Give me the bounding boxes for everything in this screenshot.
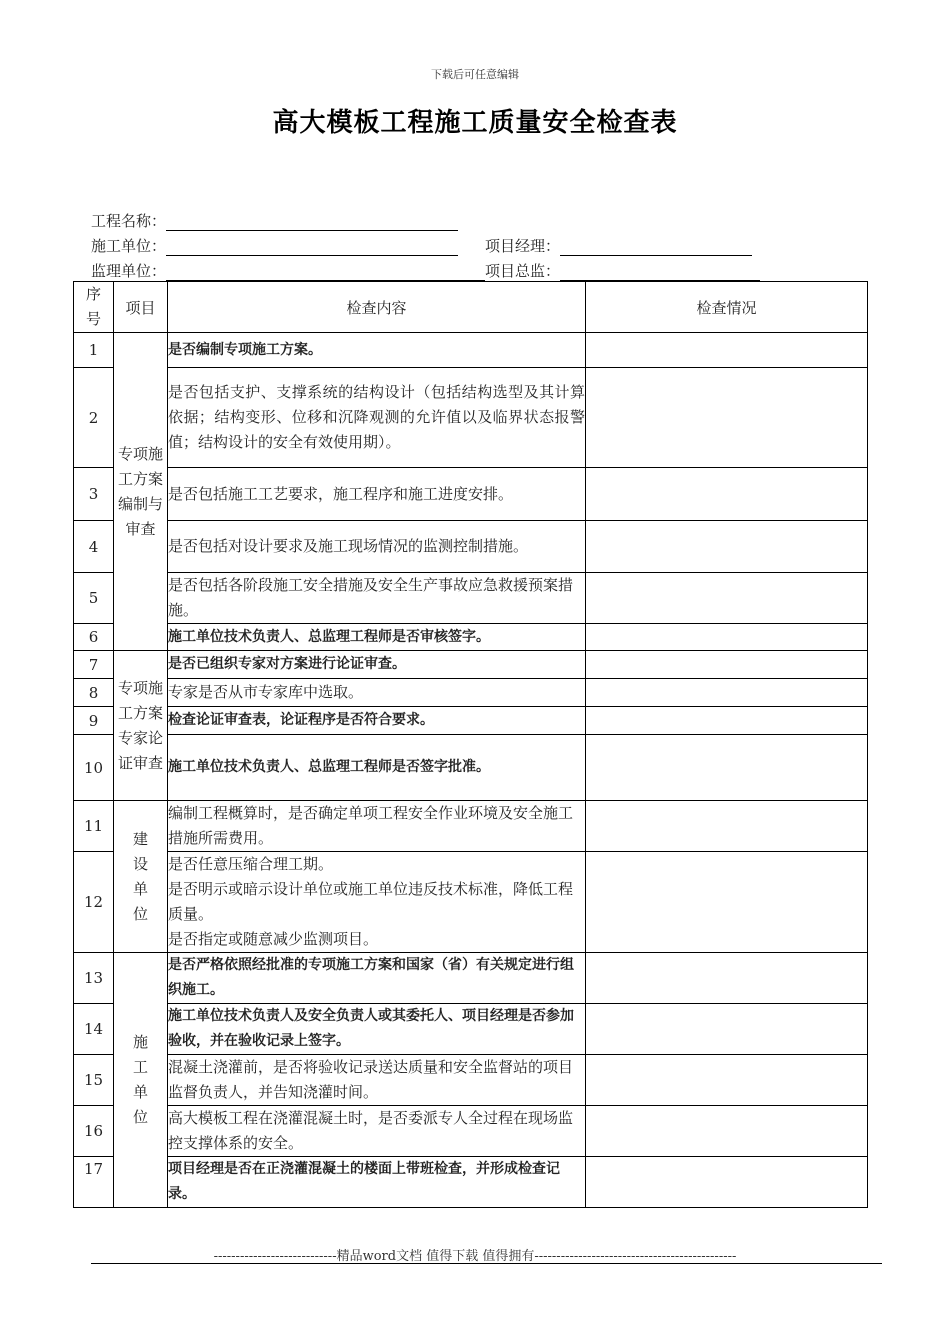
project-name-field xyxy=(91,210,458,231)
table-row xyxy=(74,953,868,1004)
row-seq: 15 xyxy=(74,1055,114,1106)
row-content: 是否编制专项施工方案。 xyxy=(168,333,586,368)
header-item: 项目 xyxy=(114,282,168,333)
row-content: 施工单位技术负责人及安全负责人或其委托人、项目经理是否参加验收，并在验收记录上签字。 xyxy=(168,1004,586,1055)
row-result-cell[interactable] xyxy=(586,573,868,624)
table-row xyxy=(74,368,868,468)
header-content: 检查内容 xyxy=(168,282,586,333)
table-row xyxy=(74,573,868,624)
row-content: 施工单位技术负责人、总监理工程师是否签字批准。 xyxy=(168,735,586,801)
row-seq: 17 xyxy=(74,1157,114,1208)
row-content: 是否包括施工工艺要求，施工程序和施工进度安排。 xyxy=(168,468,586,521)
row-seq: 3 xyxy=(74,468,114,521)
table-row xyxy=(74,521,868,573)
table-row xyxy=(74,651,868,679)
row-seq: 16 xyxy=(74,1106,114,1157)
row-seq: 4 xyxy=(74,521,114,573)
row-seq: 5 xyxy=(74,573,114,624)
row-result-cell[interactable] xyxy=(586,651,868,679)
row-content-line: 是否任意压缩合理工期。 xyxy=(168,855,334,873)
project-manager-field xyxy=(485,235,752,256)
header-result: 检查情况 xyxy=(586,282,868,333)
table-row xyxy=(74,1055,868,1106)
row-content: 是否包括对设计要求及施工现场情况的监测控制措施。 xyxy=(168,521,586,573)
row-seq: 11 xyxy=(74,801,114,852)
project-manager-blank[interactable] xyxy=(560,239,752,256)
row-content: 是否包括支护、支撑系统的结构设计（包括结构选型及其计算依据；结构变形、位移和沉降观测的允许值以及临界状态报警值；结构设计的安全有效使用期）。 xyxy=(168,368,586,468)
table-header-row xyxy=(74,282,868,333)
row-content: 是否严格依照经批准的专项施工方案和国家（省）有关规定进行组织施工。 xyxy=(168,953,586,1004)
footer-text: ----------------------------精品word文档 值得下载 值得拥有---------------------------------------------- xyxy=(213,1249,737,1264)
category-owner: 建设单位 xyxy=(114,801,168,953)
row-content: 是否包括各阶段施工安全措施及安全生产事故应急救援预案措施。 xyxy=(168,573,586,624)
chief-supervisor-blank[interactable] xyxy=(560,264,760,281)
row-content: 混凝土浇灌前，是否将验收记录送达质量和安全监督站的项目监督负责人，并告知浇灌时间。 xyxy=(168,1055,586,1106)
row-content xyxy=(168,852,586,953)
row-content-line: 是否明示或暗示设计单位或施工单位违反技术标准，降低工程质量。 xyxy=(168,880,574,923)
row-seq: 8 xyxy=(74,679,114,707)
row-seq: 6 xyxy=(74,624,114,651)
table-row xyxy=(74,707,868,735)
supervision-unit-blank[interactable] xyxy=(166,264,485,281)
table-row xyxy=(74,679,868,707)
category-expert-review: 专项施工方案专家论证审查 xyxy=(114,651,168,801)
table-row xyxy=(74,1106,868,1157)
table-row xyxy=(74,624,868,651)
table-row xyxy=(74,801,868,852)
row-content: 施工单位技术负责人、总监理工程师是否审核签字。 xyxy=(168,624,586,651)
row-result-cell[interactable] xyxy=(586,333,868,368)
supervision-unit-field xyxy=(91,260,485,281)
row-seq: 2 xyxy=(74,368,114,468)
row-content: 编制工程概算时，是否确定单项工程安全作业环境及安全施工措施所需费用。 xyxy=(168,801,586,852)
row-content: 项目经理是否在正浇灌混凝土的楼面上带班检查，并形成检查记录。 xyxy=(168,1157,586,1208)
construction-unit-field xyxy=(91,235,458,256)
category-contractor: 施工单位 xyxy=(114,953,168,1208)
table-row xyxy=(74,1157,868,1208)
row-seq: 13 xyxy=(74,953,114,1004)
row-result-cell[interactable] xyxy=(586,1004,868,1055)
construction-unit-blank[interactable] xyxy=(166,239,458,256)
footer-divider xyxy=(91,1263,882,1264)
page-title: 高大模板工程施工质量安全检查表 xyxy=(272,108,678,138)
supervision-unit-label: 监理单位： xyxy=(91,262,167,280)
row-seq: 12 xyxy=(74,852,114,953)
row-result-cell[interactable] xyxy=(586,468,868,521)
header-seq: 序号 xyxy=(74,282,114,333)
row-result-cell[interactable] xyxy=(586,368,868,468)
row-result-cell[interactable] xyxy=(586,801,868,852)
row-result-cell[interactable] xyxy=(586,735,868,801)
row-result-cell[interactable] xyxy=(586,852,868,953)
construction-unit-label: 施工单位： xyxy=(91,237,167,255)
row-result-cell[interactable] xyxy=(586,624,868,651)
chief-supervisor-field xyxy=(485,260,760,281)
project-name-label: 工程名称： xyxy=(91,212,167,230)
row-seq: 10 xyxy=(74,735,114,801)
row-result-cell[interactable] xyxy=(586,707,868,735)
project-name-blank[interactable] xyxy=(166,214,458,231)
table-row xyxy=(74,735,868,801)
row-content: 专家是否从市专家库中选取。 xyxy=(168,679,586,707)
row-seq: 1 xyxy=(74,333,114,368)
category-plan-preparation: 专项施工方案编制与审查 xyxy=(114,333,168,651)
inspection-table xyxy=(73,281,868,1208)
row-content: 是否已组织专家对方案进行论证审查。 xyxy=(168,651,586,679)
row-result-cell[interactable] xyxy=(586,1055,868,1106)
row-seq: 7 xyxy=(74,651,114,679)
row-seq: 9 xyxy=(74,707,114,735)
row-content: 高大模板工程在浇灌混凝土时，是否委派专人全过程在现场监控支撑体系的安全。 xyxy=(168,1106,586,1157)
row-result-cell[interactable] xyxy=(586,1106,868,1157)
row-result-cell[interactable] xyxy=(586,679,868,707)
row-result-cell[interactable] xyxy=(586,953,868,1004)
header-note: 下载后可任意编辑 xyxy=(431,68,519,81)
row-content-line: 是否指定或随意减少监测项目。 xyxy=(168,930,379,948)
row-content: 检查论证审查表，论证程序是否符合要求。 xyxy=(168,707,586,735)
table-row xyxy=(74,333,868,368)
table-row xyxy=(74,1004,868,1055)
project-manager-label: 项目经理： xyxy=(485,237,561,255)
table-row xyxy=(74,852,868,953)
table-row xyxy=(74,468,868,521)
row-seq: 14 xyxy=(74,1004,114,1055)
row-result-cell[interactable] xyxy=(586,1157,868,1208)
row-result-cell[interactable] xyxy=(586,521,868,573)
chief-supervisor-label: 项目总监： xyxy=(485,262,561,280)
